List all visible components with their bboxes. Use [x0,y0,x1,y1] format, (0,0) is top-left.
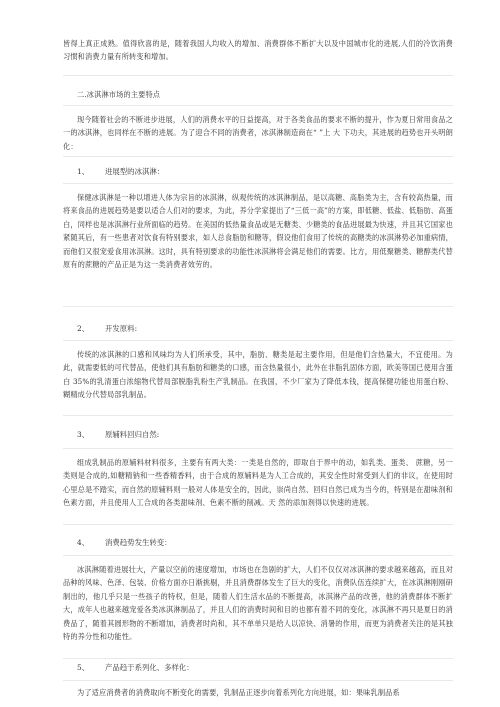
paragraph-2: 传统的冰淇淋的口感和风味均为人们所承受，其中，脂肪、糖类是起主要作用，但是他们含热量大，不宜使用。为此，就需要低的可代替品，使他们具有脂肪和糖类的口感，而含热量很小，此外在非脂乳固体方面，欧美等国已使用含蛋白 35%的乳清蛋白浓缩物代替局部脱脂乳粉生产乳制品。在我国，不少厂家为了降低本钱，提高保健功能也用蛋白粉、糊精成分代替局部乳制品。 [63,350,453,400]
section-heading: 二.冰淇淋市场的主要特点 [77,90,161,99]
subheading-text: 产品趋于系列化、多样化： [105,663,194,672]
subheading-4 [77,537,437,549]
subheading-text: 消费趋势发生转变： [105,538,172,547]
divider [63,658,453,659]
subheading-text: 原辅料回归自然: [105,430,160,439]
divider [63,105,453,106]
paragraph-intro-end: 皆得上真正成熟。值得欣喜的是，随着我国人均收入的增加、消费群体不断扩大以及中国城市化的进展,人们的冷饮消费习惯和消费力量有所转变和增加。 [63,39,453,62]
subheading-number: 3、 [77,430,90,439]
paragraph-4: 冰淇淋随着进展壮大，产量以空前的速度增加，市场也在急剧的扩大，人们不仅仅对冰淇淋的要求越来越高，而且对品种的风味、色泽、包装、价格方面亦日渐挑剔，并且消费群体发生了巨大的变化，消费队伍连续扩大，在冰淇淋刚刚研制出的，他几乎只是一些孩子的特权，但是，随着人们生活水品的不断提高，冰淇淋产品的改善，他的消费群体不断扩大，成年人也越来越宠爱各类冰淇淋制品了，并且人们的消费时间和目的也都有着不同的变化，冰淇淋不再只是夏日的消费品了，随着其圆形物的不断增加，消费者时尚和，其不单单只是给人以凉快、消暑的作用，而更为消费者关注的是其独特的养分性和功能性。 [63,565,453,642]
subheading-2 [77,323,437,335]
paragraph-5: 为了适应消费者的消费取向不断变化的需要，乳制品正逐步向着系列化方向进展，如：果味乳制品系 [77,688,400,697]
subheading-number: 4、 [77,538,90,547]
divider [63,555,453,556]
divider [63,448,453,449]
divider [63,306,453,307]
subheading-text: 进展型的冰淇淋： [105,167,165,176]
subheading-number: 2、 [77,324,90,333]
paragraph-3: 组成乳制品的原辅料材料很多，主要有有两大类：一类是自然的，即取自于界中的动，如乳类、蛋类、 蔗糖，另一类则是合成的,如糖精钠和一些香精香料，由于合成的原辅料是为人工合成的，其安全性时常受到人们的非议，在使用时心里总是不踏实，而自然的原辅料则一般对人体是安全的，因此，崇尚自然、回归自然已成为当今的，特别是在甜味剂和色素方面，并且使用人工合成的各类甜味剂、色素不断的削减。天 然的添加剂得以快速的进展。 [63,458,453,508]
divider [63,340,453,341]
divider [63,75,453,76]
divider [63,183,453,184]
subheading-text: 开发原料: [105,324,138,333]
paragraph-1: 保健冰淇淋是一种以增进人体为宗旨的冰淇淋，纵观传统的冰淇淋制品，是以高糖、高脂类为主，含有较高热量，而将来食品的进展趋势是要以适合人们对的要求，为此，养分学家提出了“三低一高”的方案，即低糖、低盐、低脂肪、高蛋白，同样也是冰淇淋行业所面临的趋势。在美国的低热量食品或是无糖类、少糖类的食品进展最为快速，并且其它国家也紧随其后，有一些患者对饮食有特别要求，如人总食脂肪和糖等，假设他们食用了传统的高糖类的冰淇淋势必加重病情，而他们又很宠爱食用冰淇淋。这时，具有特别要求的功能性冰淇淋将会满足他们的需要。比方，用低聚糖类、糖醇类代替原有的蔗糖的产品正是为这一类消费者效劳的。 [63,193,453,270]
subheading-1 [77,166,437,178]
divider [63,524,453,525]
subheading-number: 5、 [77,663,90,672]
subheading-5 [77,662,437,674]
subheading-number: 1、 [77,167,90,176]
subheading-3 [77,429,437,441]
divider [63,156,453,157]
divider [63,415,453,416]
divider [63,680,453,681]
paragraph-section-intro: 现今随着社会的不断进步进展，人们的消费水平的日益提高，对于各类食品的要求不断的提升，作为夏日常用食品之一的冰淇淋，也同样在不断的进展。为了迎合不同的消费者，冰淇淋制造商在“ ”上 大 下功夫，其进展的趋势也开头明朗化： [63,115,453,151]
